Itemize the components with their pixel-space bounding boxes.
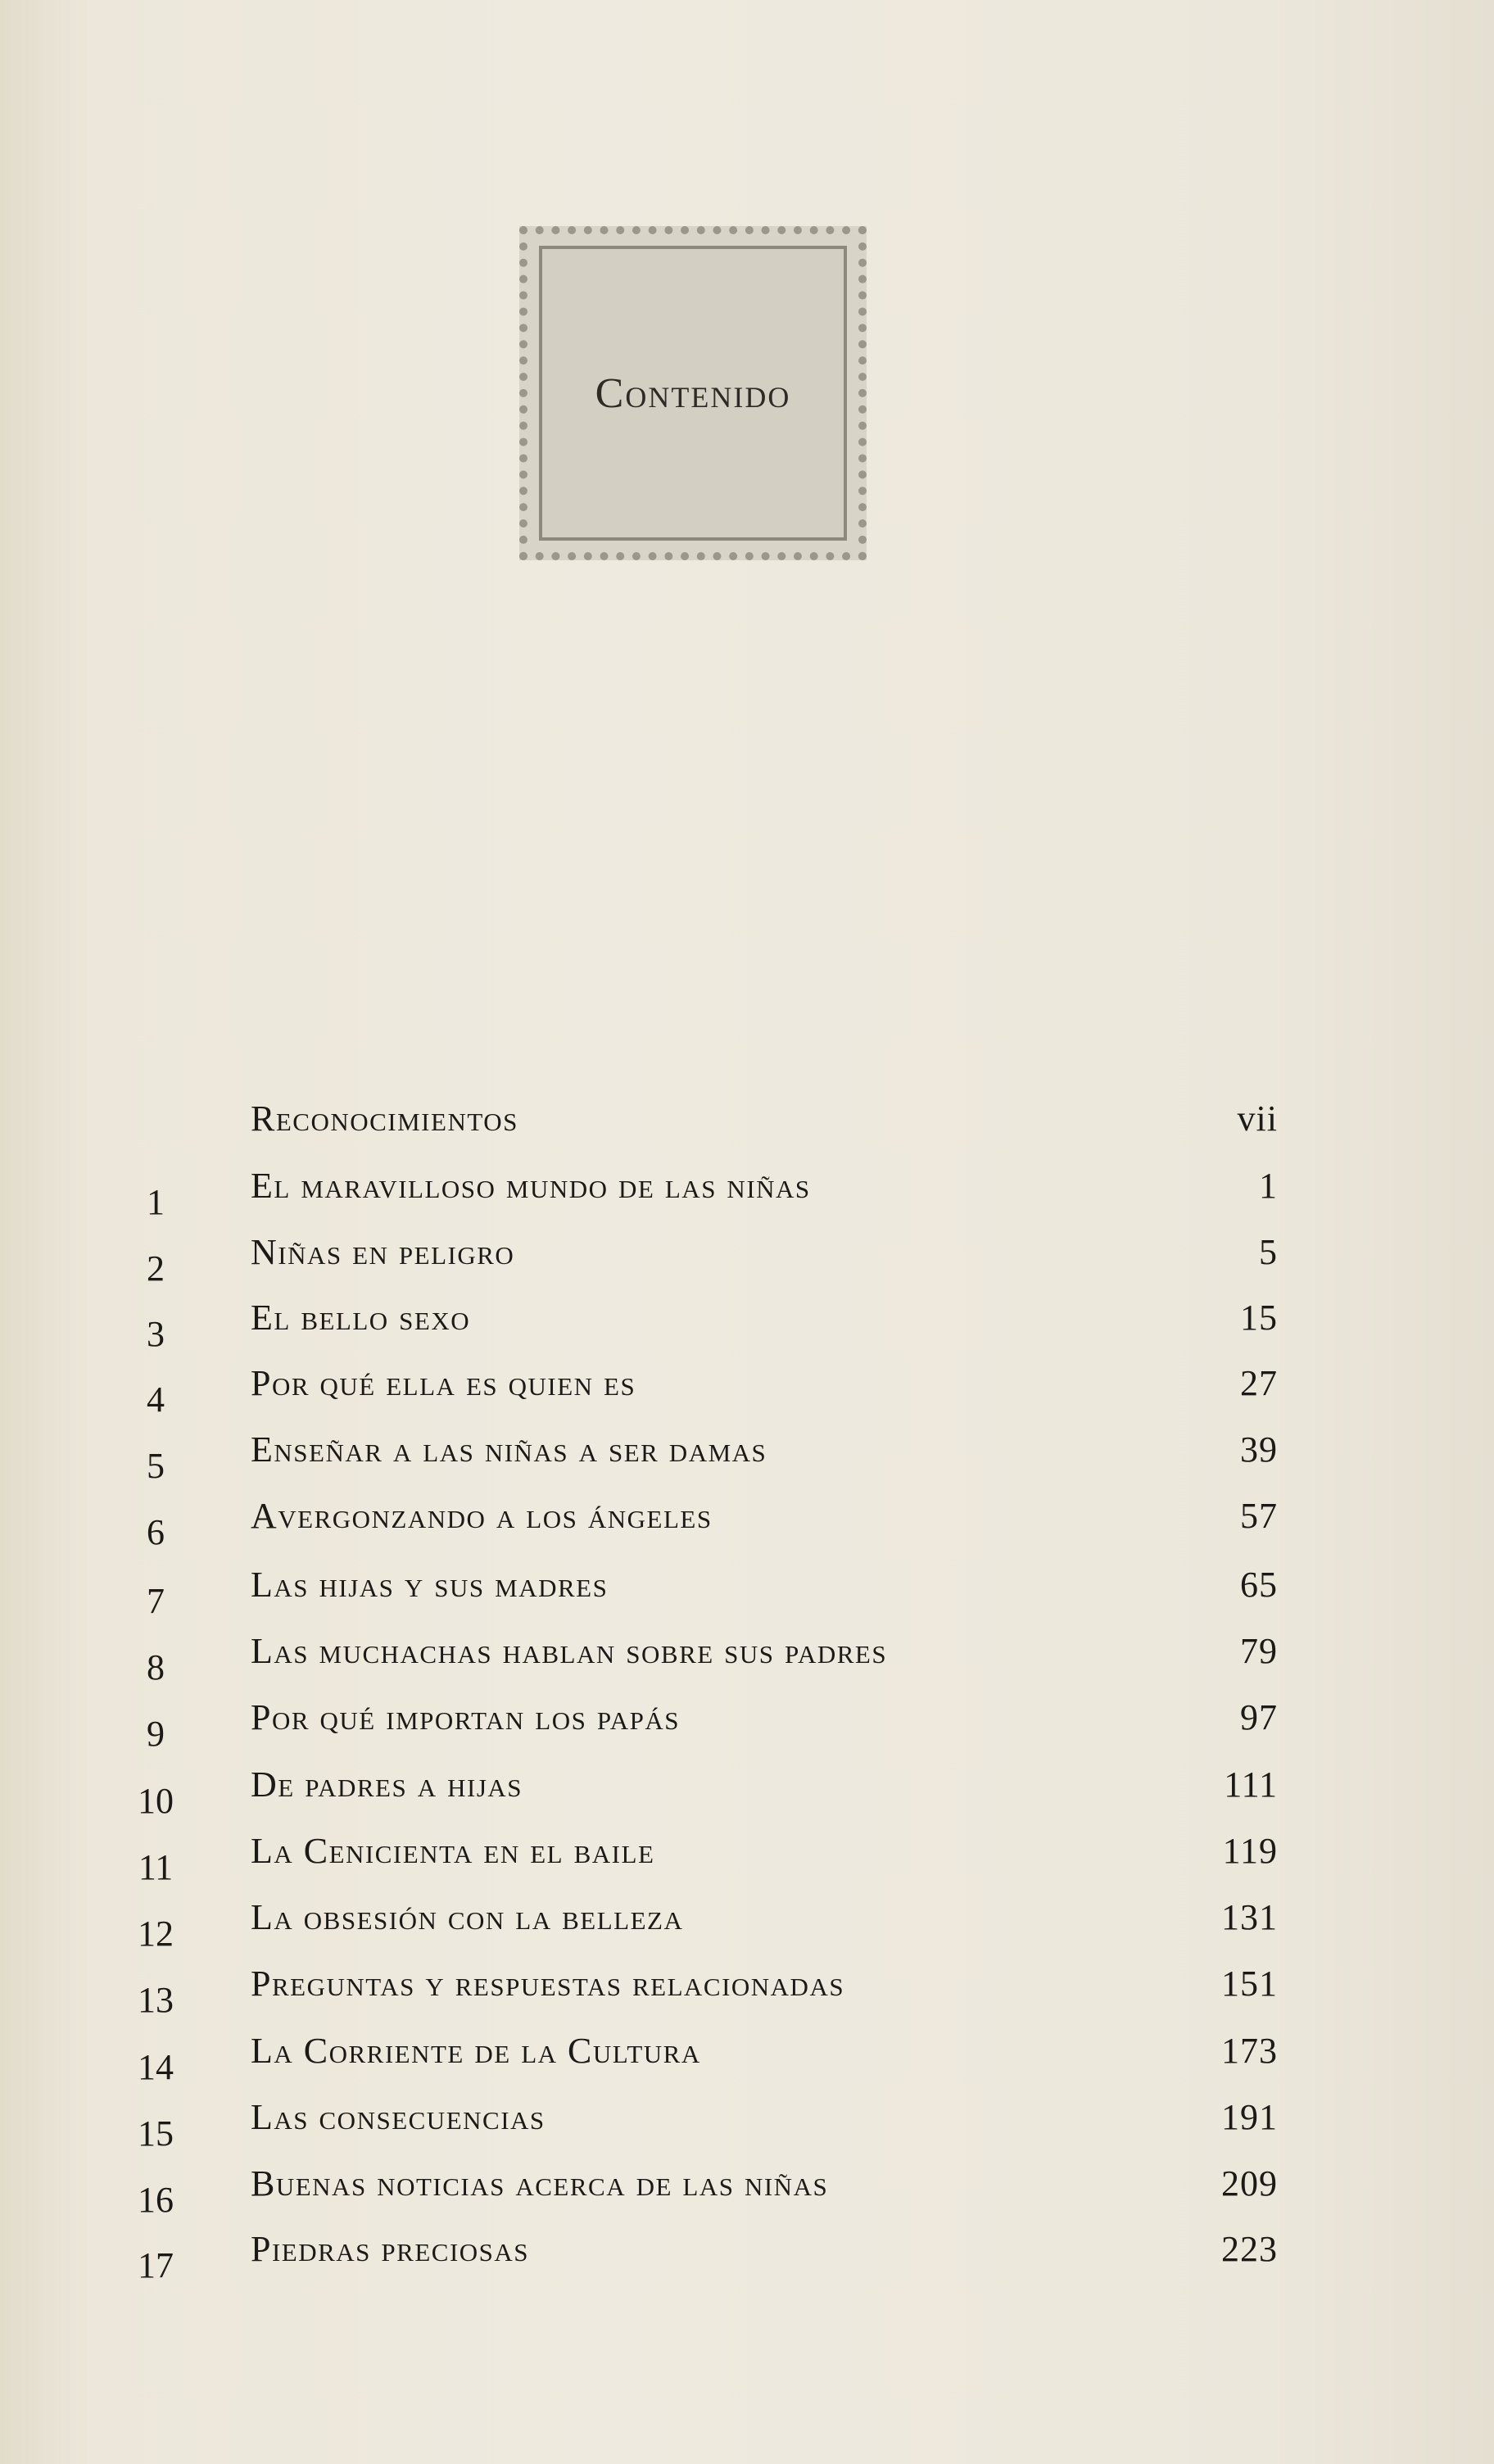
chapter-number: 9	[147, 1714, 165, 1754]
toc-entry	[0, 2030, 1494, 2095]
toc-entry	[0, 1830, 1494, 1896]
chapter-title: La Corriente de la Cultura	[251, 2031, 701, 2071]
page-number: 27	[1240, 1363, 1278, 1403]
toc-entry	[0, 1764, 1494, 1829]
chapter-title: Piedras preciosas	[251, 2229, 530, 2269]
chapter-title: La obsesión con la belleza	[251, 1897, 684, 1937]
chapter-title: Avergonzando a los ángeles	[251, 1496, 713, 1536]
chapter-title: Las consecuencias	[251, 2097, 546, 2137]
toc-entry	[0, 1297, 1494, 1362]
toc-entry	[0, 2163, 1494, 2228]
chapter-number: 6	[147, 1512, 165, 1552]
page-number: 79	[1240, 1631, 1278, 1671]
page-number: 5	[1259, 1232, 1278, 1272]
toc-entry	[0, 1165, 1494, 1230]
chapter-number: 3	[147, 1314, 165, 1354]
chapter-number: 4	[147, 1379, 165, 1420]
page-number: 39	[1240, 1429, 1278, 1470]
page-number: 151	[1221, 1964, 1278, 2004]
chapter-title: La Cenicienta en el baile	[251, 1831, 655, 1871]
chapter-title: De padres a hijas	[251, 1764, 523, 1805]
chapter-number: 15	[138, 2113, 174, 2154]
chapter-number: 10	[138, 1781, 174, 1821]
contents-heading: Contenido	[595, 369, 791, 417]
chapter-number: 13	[138, 1980, 174, 2020]
page-number: 173	[1221, 2031, 1278, 2071]
chapter-number: 16	[138, 2180, 174, 2220]
chapter-number: 8	[147, 1647, 165, 1687]
page-number: 15	[1240, 1298, 1278, 1338]
chapter-number: 12	[138, 1914, 174, 1954]
chapter-number: 2	[147, 1248, 165, 1289]
contents-heading-box	[539, 246, 847, 541]
page-number: 57	[1240, 1496, 1278, 1536]
chapter-title: Enseñar a las niñas a ser damas	[251, 1429, 767, 1470]
chapter-number: 1	[147, 1182, 165, 1222]
chapter-title: Niñas en peligro	[251, 1232, 515, 1272]
page-number: 111	[1224, 1764, 1278, 1805]
chapter-title: Las hijas y sus madres	[251, 1565, 609, 1605]
chapter-number: 11	[138, 1847, 174, 1887]
page-number: 209	[1221, 2163, 1278, 2204]
chapter-number: 17	[138, 2245, 174, 2285]
page-number: 223	[1221, 2229, 1278, 2269]
toc-entry	[0, 1963, 1494, 2028]
chapter-title: Buenas noticias acerca de las niñas	[251, 2163, 829, 2204]
toc-entry	[0, 1495, 1494, 1560]
toc-entry	[0, 1630, 1494, 1696]
chapter-title: El maravilloso mundo de las niñas	[251, 1166, 811, 1206]
contents-heading-frame	[519, 226, 867, 560]
toc-entry	[0, 1896, 1494, 1962]
chapter-title: Por qué importan los papás	[251, 1697, 681, 1737]
chapter-title: El bello sexo	[251, 1298, 471, 1338]
page-number: 119	[1222, 1831, 1278, 1871]
chapter-title: Preguntas y respuestas relacionadas	[251, 1964, 845, 2004]
page-number: 131	[1221, 1897, 1278, 1937]
chapter-title: Las muchachas hablan sobre sus padres	[251, 1631, 888, 1671]
toc-entry	[0, 1429, 1494, 1494]
toc-entry	[0, 2228, 1494, 2294]
chapter-number: 7	[147, 1581, 165, 1621]
toc-entry	[0, 1098, 1494, 1163]
chapter-number: 14	[138, 2047, 174, 2087]
chapter-title: Reconocimientos	[251, 1098, 518, 1139]
toc-entry	[0, 2096, 1494, 2162]
page-number: vii	[1237, 1098, 1278, 1139]
page-number: 97	[1240, 1697, 1278, 1737]
page-number: 65	[1240, 1565, 1278, 1605]
toc-entry	[0, 1362, 1494, 1428]
page-number: 1	[1259, 1166, 1278, 1206]
page-number: 191	[1221, 2097, 1278, 2137]
toc-entry	[0, 1696, 1494, 1762]
toc-entry	[0, 1231, 1494, 1297]
chapter-number: 5	[147, 1446, 165, 1486]
chapter-title: Por qué ella es quien es	[251, 1363, 636, 1403]
toc-entry	[0, 1564, 1494, 1629]
